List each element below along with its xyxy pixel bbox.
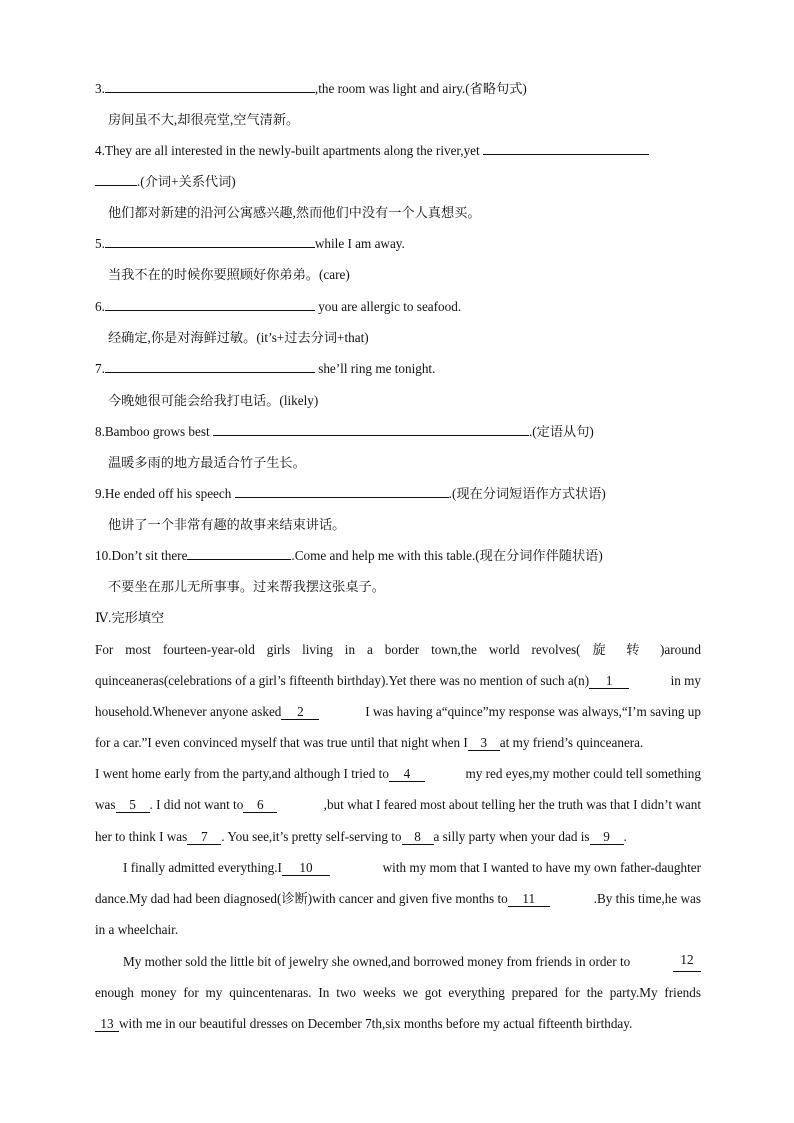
- item-5-translation: 当我不在的时候你要照顾好你弟弟。(care): [108, 267, 350, 282]
- item-text: They are all interested in the newly-built apartments along the river,yet: [104, 143, 480, 158]
- item-4-continuation: [95, 172, 701, 192]
- item-6: [95, 297, 701, 317]
- answer-blank[interactable]: [483, 141, 649, 155]
- answer-blank[interactable]: [235, 484, 449, 498]
- answer-blank[interactable]: [95, 172, 137, 186]
- section-heading: Ⅳ.完形填空: [95, 610, 165, 625]
- passage-line: My mother sold the little bit of jewelry she owned,and borrowed money from friends in order to 12: [95, 952, 701, 972]
- item-6-translation: 经确定,你是对海鲜过敏。(it’s+过去分词+that): [108, 330, 369, 345]
- item-text: .Come and help me with this table.(现在分词作伴随状语): [291, 548, 603, 563]
- cloze-blank-1[interactable]: 1: [589, 673, 629, 689]
- passage-line: I went home early from the party,and although I tried to 4 my red eyes,my mother could tell something: [95, 766, 701, 781]
- item-9: [95, 484, 701, 504]
- item-text: Bamboo grows best: [104, 424, 210, 439]
- item-number: 5.: [95, 236, 105, 251]
- item-text: while I am away.: [314, 236, 405, 251]
- item-text: .(定语从句): [528, 424, 594, 439]
- cloze-blank-7[interactable]: 7: [187, 829, 221, 845]
- cloze-blank-6[interactable]: 6: [243, 797, 277, 813]
- item-7-translation: 今晚她很可能会给我打电话。(likely): [108, 393, 319, 408]
- cloze-blank-11[interactable]: 11: [508, 891, 550, 907]
- item-3: [95, 79, 701, 99]
- item-text: ,the room was light and airy.(省略句式): [314, 81, 527, 96]
- cloze-blank-2[interactable]: 2: [281, 704, 319, 720]
- passage-line: dance.My dad had been diagnosed(诊断)with cancer and given five months to 11 .By this time,he was: [95, 891, 701, 906]
- item-text: you are allergic to seafood.: [314, 299, 462, 314]
- item-number: 10.: [95, 548, 112, 563]
- passage-line: I finally admitted everything.I 10 with my mom that I wanted to have my own father-daughter: [123, 860, 701, 875]
- cloze-blank-13[interactable]: 13: [95, 1016, 119, 1032]
- item-number: 4.: [95, 143, 105, 158]
- item-number: 6.: [95, 299, 105, 314]
- item-number: 8.: [95, 424, 105, 439]
- item-5: [95, 234, 701, 254]
- item-text: He ended off his speech: [104, 486, 232, 501]
- answer-blank[interactable]: [213, 422, 529, 436]
- item-8: [95, 422, 701, 442]
- item-10-translation: 不要坐在那儿无所事事。过来帮我摆这张桌子。: [108, 579, 385, 594]
- item-text: Don’t sit there: [111, 548, 188, 563]
- item-10: [95, 546, 701, 566]
- item-number: 7.: [95, 361, 105, 376]
- cloze-blank-3[interactable]: 3: [468, 735, 500, 751]
- item-text: she’ll ring me tonight.: [314, 361, 436, 376]
- item-text: .(介词+关系代词): [137, 174, 236, 189]
- item-number: 3.: [95, 81, 105, 96]
- answer-blank[interactable]: [105, 359, 315, 373]
- cloze-blank-4[interactable]: 4: [389, 766, 425, 782]
- passage-line: For most fourteen-year-old girls living in a border town,the world revolves( 旋 转 )around: [95, 642, 701, 657]
- cloze-blank-8[interactable]: 8: [402, 829, 434, 845]
- passage-line: enough money for my quincentenaras. In two weeks we got everything prepared for the party.My friends: [95, 985, 701, 1000]
- passage-line: was 5 . I did not want to 6 ,but what I feared most about telling her the truth was that I didn’t want: [95, 797, 701, 812]
- passage-line: household.Whenever anyone asked 2 I was having a“quince”my response was always,“I’m saving up: [95, 704, 701, 719]
- answer-blank[interactable]: [105, 297, 315, 311]
- cloze-blank-5[interactable]: 5: [116, 797, 150, 813]
- passage-line: 13 with me in our beautiful dresses on December 7th,six months before my actual fifteenth birthday.: [95, 1014, 701, 1034]
- passage-line: in a wheelchair.: [95, 922, 179, 937]
- item-4: [95, 141, 701, 161]
- passage-line: quinceaneras(celebrations of a girl’s fifteenth birthday).Yet there was no mention of such a(n) 1 in my: [95, 673, 701, 688]
- item-text: .(现在分词短语作方式状语): [448, 486, 606, 501]
- item-number: 9.: [95, 486, 105, 501]
- item-8-translation: 温暖多雨的地方最适合竹子生长。: [108, 455, 306, 470]
- answer-blank[interactable]: [187, 546, 291, 560]
- item-3-translation: 房间虽不大,却很亮堂,空气清新。: [108, 112, 300, 127]
- item-4-translation: 他们都对新建的沿河公寓感兴趣,然而他们中没有一个人真想买。: [108, 205, 481, 220]
- cloze-blank-10[interactable]: 10: [282, 860, 330, 876]
- item-7: [95, 359, 701, 379]
- item-9-translation: 他讲了一个非常有趣的故事来结束讲话。: [108, 517, 346, 532]
- answer-blank[interactable]: [105, 234, 315, 248]
- answer-blank[interactable]: [105, 79, 315, 93]
- passage-line: her to think I was 7 . You see,it’s pretty self-serving to 8 a silly party when your dad is 9 .: [95, 829, 627, 844]
- cloze-blank-12[interactable]: 12: [673, 952, 701, 972]
- passage-line: for a car.”I even convinced myself that was true until that night when I 3 at my friend’s quinceanera.: [95, 735, 644, 750]
- cloze-blank-9[interactable]: 9: [590, 829, 624, 845]
